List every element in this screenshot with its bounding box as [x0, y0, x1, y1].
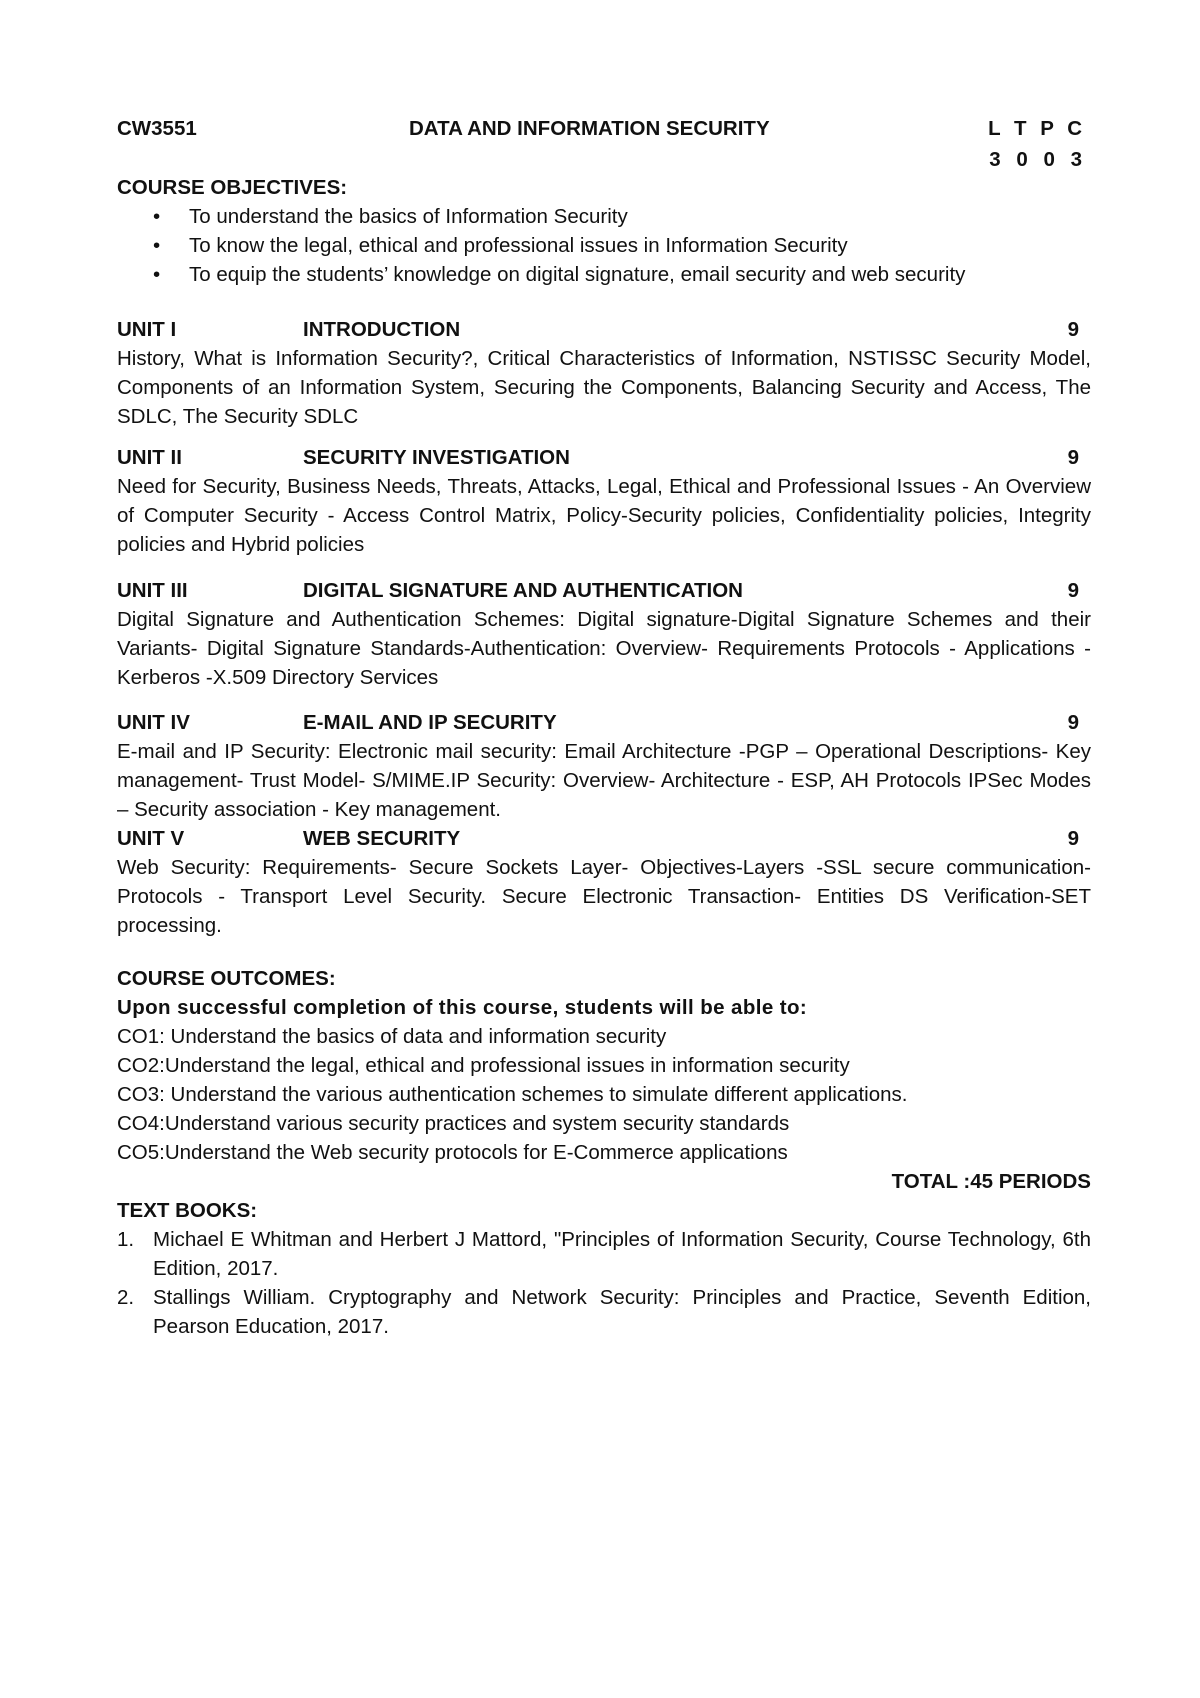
objective-text: To know the legal, ethical and professional issues in Information Security [189, 234, 848, 257]
outcome-item: CO5:Understand the Web security protocols for E-Commerce applications [117, 1141, 788, 1164]
unit-3 [117, 576, 1091, 692]
textbook-text: Stallings William. Cryptography and Network Security: Principles and Practice, Seventh Edition, Pearson Education, 2017. [153, 1286, 1091, 1338]
objective-item [117, 202, 1091, 231]
textbook-number: 2. [117, 1286, 135, 1309]
objective-text: To equip the students’ knowledge on digital signature, email security and web security [189, 263, 966, 286]
unit-hours: 9 [1067, 711, 1079, 734]
textbooks-heading: TEXT BOOKS: [117, 1199, 258, 1222]
credits-values: 3 0 0 3 [989, 148, 1083, 171]
unit-4 [117, 708, 1091, 824]
unit-header [117, 708, 1091, 737]
unit-header [117, 443, 1091, 472]
unit-header [117, 576, 1091, 605]
unit-description: Digital Signature and Authentication Schemes: Digital signature-Digital Signature Schemes and their Variants- Digital Signature Standards-Authentication: Overview- Requirements Protocols - Applications - Kerberos -X.509 Directory Services [117, 608, 1091, 689]
bullet-icon: • [153, 205, 161, 228]
unit-5 [117, 824, 1091, 940]
textbook-item [117, 1225, 1091, 1283]
outcomes-lead: Upon successful completion of this course, students will be able to: [117, 996, 808, 1019]
unit-2 [117, 443, 1091, 559]
unit-hours: 9 [1067, 579, 1079, 602]
unit-header [117, 315, 1091, 344]
unit-hours: 9 [1067, 827, 1079, 850]
outcome-item: CO1: Understand the basics of data and information security [117, 1025, 667, 1048]
unit-title: SECURITY INVESTIGATION [303, 446, 570, 469]
textbook-item [117, 1283, 1091, 1341]
unit-title: WEB SECURITY [303, 827, 461, 850]
textbook-text: Michael E Whitman and Herbert J Mattord, "Principles of Information Security, Course Technology, 6th Edition, 2017. [153, 1228, 1091, 1280]
unit-label: UNIT V [117, 827, 185, 850]
outcomes-heading: COURSE OUTCOMES: [117, 967, 336, 990]
objective-item [117, 231, 1091, 260]
unit-description: Web Security: Requirements- Secure Sockets Layer- Objectives-Layers -SSL secure communication-Protocols - Transport Level Security. Secure Electronic Transaction- Entities DS Verification-SET processing. [117, 856, 1091, 937]
unit-description: E-mail and IP Security: Electronic mail security: Email Architecture -PGP – Operational Descriptions- Key management- Trust Model- S/MIME.IP Security: Overview- Architecture - ESP, AH Protocols IPSec Modes – Security association - Key management. [117, 740, 1091, 821]
unit-label: UNIT II [117, 446, 182, 469]
outcome-item: CO4:Understand various security practices and system security standards [117, 1112, 790, 1135]
unit-header [117, 824, 1091, 853]
outcome-item: CO3: Understand the various authentication schemes to simulate different applications. [117, 1083, 908, 1106]
total-periods: TOTAL :45 PERIODS [891, 1170, 1091, 1193]
objective-item [117, 260, 1091, 289]
course-code: CW3551 [117, 117, 197, 140]
bullet-icon: • [153, 234, 161, 257]
objectives-heading: COURSE OBJECTIVES: [117, 176, 348, 199]
textbook-number: 1. [117, 1228, 135, 1251]
ltpc-label: L T P C [988, 117, 1083, 140]
unit-label: UNIT IV [117, 711, 190, 734]
unit-description: Need for Security, Business Needs, Threats, Attacks, Legal, Ethical and Professional Issues - An Overview of Computer Security - Access Control Matrix, Policy-Security policies, Confidentiality policies, Integrity policies and Hybrid policies [117, 475, 1091, 556]
unit-label: UNIT III [117, 579, 188, 602]
textbooks-list [117, 1225, 1091, 1341]
document-body [117, 114, 1091, 1341]
objectives-list [117, 202, 1091, 289]
unit-hours: 9 [1067, 446, 1079, 469]
outcome-item: CO2:Understand the legal, ethical and professional issues in information security [117, 1054, 850, 1077]
credits-row [117, 143, 1091, 172]
unit-description: History, What is Information Security?, Critical Characteristics of Information, NSTISSC Security Model, Components of an Information System, Securing the Components, Balancing Security and Access, The SDLC, The Security SDLC [117, 347, 1091, 428]
unit-title: E-MAIL AND IP SECURITY [303, 711, 557, 734]
bullet-icon: • [153, 263, 161, 286]
unit-label: UNIT I [117, 318, 177, 341]
unit-title: DIGITAL SIGNATURE AND AUTHENTICATION [303, 579, 743, 602]
unit-hours: 9 [1067, 318, 1079, 341]
course-header [117, 114, 1091, 143]
unit-title: INTRODUCTION [303, 318, 461, 341]
unit-1 [117, 315, 1091, 431]
course-title: DATA AND INFORMATION SECURITY [409, 117, 770, 140]
objective-text: To understand the basics of Information Security [189, 205, 628, 228]
